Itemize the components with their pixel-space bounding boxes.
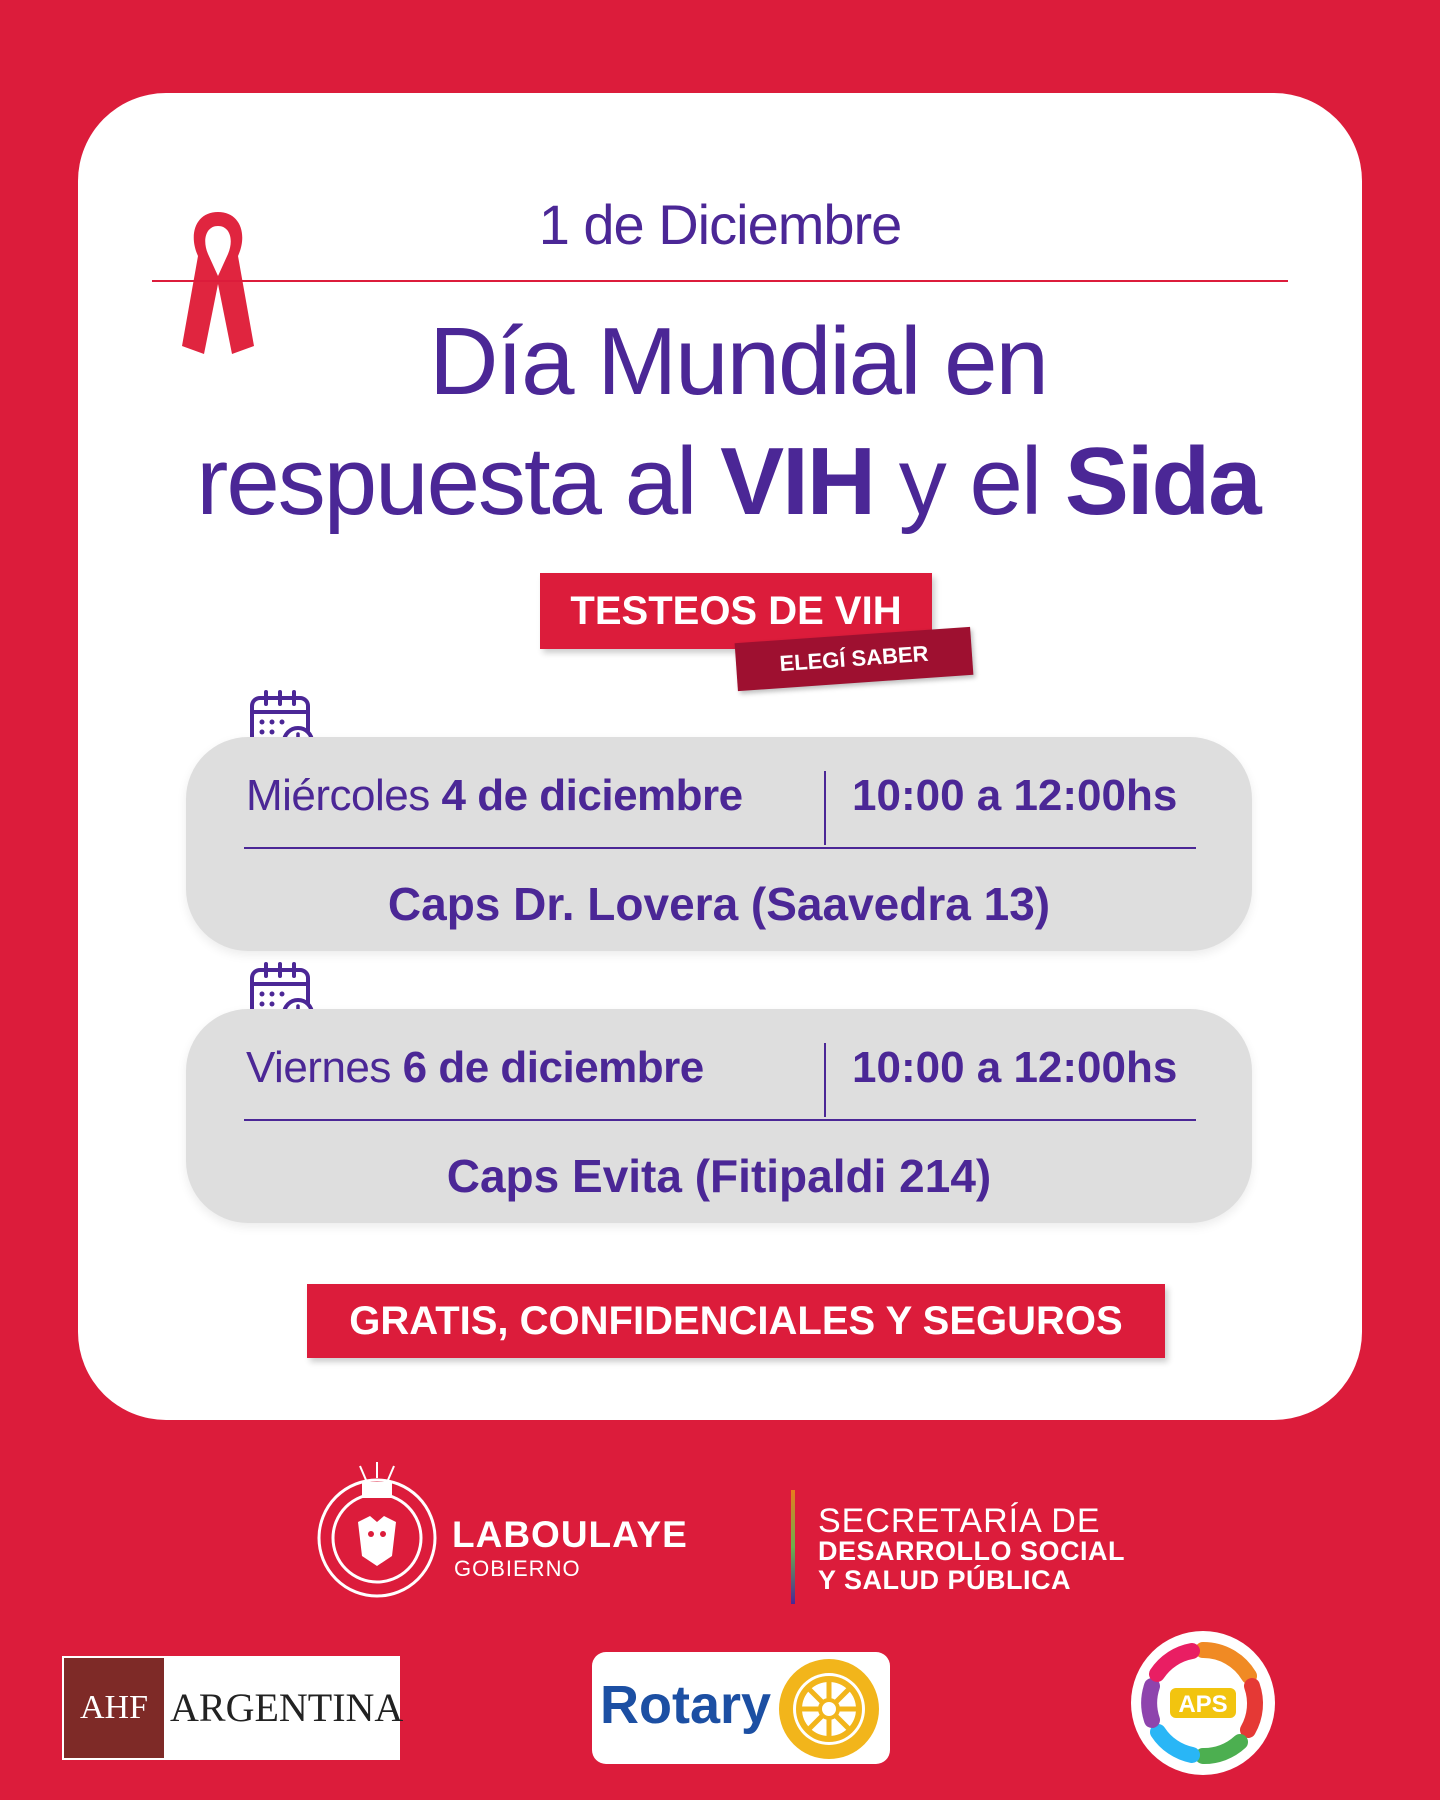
event-day-name: Viernes — [246, 1043, 391, 1092]
event-place: Caps Evita (Fitipaldi 214) — [446, 1150, 992, 1202]
event-day-date: 6 de diciembre — [402, 1043, 704, 1092]
free-confidential-banner: GRATIS, CONFIDENCIALES Y SEGUROS — [307, 1284, 1165, 1358]
ahf-wordmark: ARGENTINA — [170, 1685, 404, 1730]
aps-text: APS — [1178, 1691, 1228, 1718]
headline-sida: Sida — [1064, 428, 1260, 535]
laboulaye-name: LABOULAYE — [452, 1514, 688, 1555]
ahf-argentina-logo — [62, 1656, 404, 1760]
testing-tag: TESTEOS DE VIH — [540, 573, 932, 649]
headline-vih: VIH — [720, 428, 875, 535]
event-time: 10:00 a 12:00hs — [852, 771, 1178, 820]
event-card-2 — [186, 1009, 1252, 1223]
event-divider — [824, 771, 826, 845]
event-place: Caps Dr. Lovera (Saavedra 13) — [387, 878, 1051, 930]
secretaria-line-3: Y SALUD PÚBLICA — [818, 1565, 1072, 1595]
event-rule — [244, 847, 1196, 849]
headline-text: y el — [874, 428, 1065, 535]
event-day — [246, 771, 743, 821]
headline-text: respuesta al — [196, 428, 721, 535]
laboulaye-seal-logo — [310, 1460, 444, 1604]
event-day-name: Miércoles — [246, 771, 430, 820]
logo-divider — [791, 1490, 795, 1604]
title-divider — [152, 280, 1288, 282]
rotary-wordmark: Rotary — [600, 1675, 772, 1735]
event-date-title: 1 de Diciembre — [538, 193, 902, 256]
ahf-mark: AHF — [64, 1658, 164, 1758]
secretaria-line-2: DESARROLLO SOCIAL — [818, 1536, 1126, 1566]
event-time: 10:00 a 12:00hs — [852, 1043, 1178, 1092]
secretaria-line-1: SECRETARÍA DE — [818, 1502, 1101, 1540]
event-divider — [824, 1043, 826, 1117]
event-card-1 — [186, 737, 1252, 951]
event-day — [246, 1043, 704, 1093]
aps-logo — [1130, 1630, 1276, 1776]
rotary-logo — [592, 1652, 890, 1764]
headline-line-2 — [0, 428, 1440, 535]
event-rule — [244, 1119, 1196, 1121]
laboulaye-subtitle: GOBIERNO — [454, 1556, 581, 1581]
event-day-date: 4 de diciembre — [441, 771, 743, 820]
rotary-wheel-icon — [776, 1656, 882, 1762]
testing-subtag: ELEGÍ SABER — [735, 627, 974, 691]
headline-line-1: Día Mundial en — [429, 308, 1047, 415]
